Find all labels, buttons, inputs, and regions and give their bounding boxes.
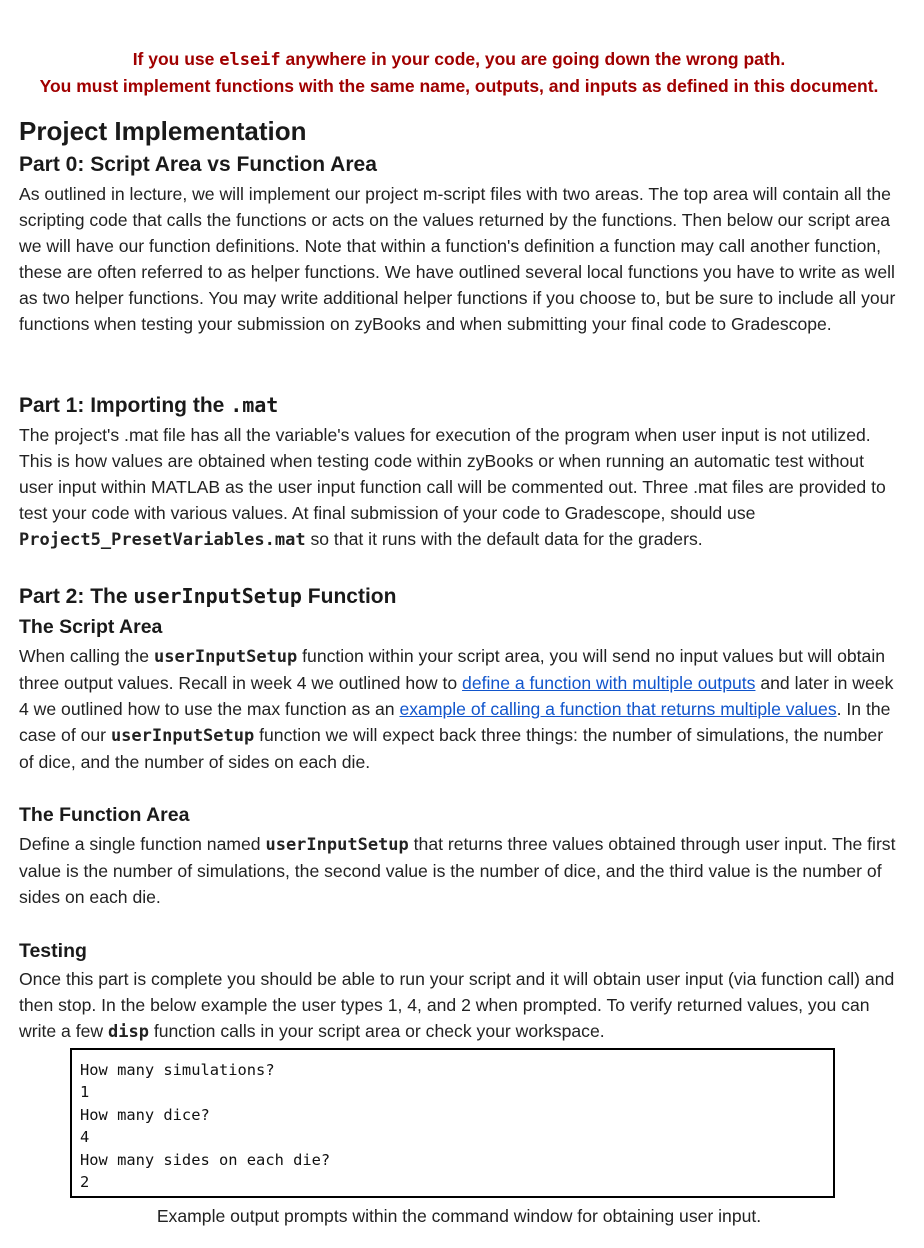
testing-body [19,967,899,1046]
body-text: When calling the [19,646,154,666]
code-line: How many simulations? [80,1061,275,1079]
part1-body [19,423,899,554]
part1-heading [19,393,278,418]
body-text: function calls in your script area or check your workspace. [148,1020,605,1041]
heading-code: .mat [230,393,279,417]
body-text: function we will expect back three things: the number of simulations, the number of dice, and the number of sides on each die. [19,724,884,772]
command-window-example [70,1048,835,1198]
warning-text: If you use [132,49,220,69]
script-area-body [19,644,899,776]
code-line: 4 [80,1128,90,1147]
code-line: How many dice? [80,1105,210,1124]
mat-filename: Project5_PresetVariables.mat [19,529,306,550]
code-line: 1 [80,1083,90,1102]
heading-code: userInputSetup [133,584,302,608]
warning-code: elseif [219,50,281,70]
body-text: so that it runs with the default data for the graders. [305,528,703,549]
body-text: function within your script area, you will send no input values but will obtain three output values. Recall in week 4 we outlined how to [19,646,886,693]
testing-heading: Testing [19,940,87,962]
heading-text: Function [301,585,397,608]
code-line: How many sides on each die? [80,1150,331,1169]
heading-text: Part 2: The [19,585,134,608]
body-text: The project's .mat file has all the variable's values for execution of the program when user input is not utilized. This is how values are obtained when testing code within zyBooks or when running an automatic test without user input within MATLAB as the user input function call will be commented out. Three .mat files are provided to test your code with various values. At final submission of your code to Gradescope, should use [19,425,886,523]
function-area-heading: The Function Area [19,804,190,826]
function-area-body [19,832,899,911]
script-area-heading: The Script Area [19,616,163,638]
function-name: userInputSetup [110,725,255,746]
page-title: Project Implementation [19,116,307,146]
function-name: userInputSetup [153,647,298,667]
link-multiple-values[interactable]: example of calling a function that returns multiple values [399,698,837,719]
example-caption: Example output prompts within the command window for obtaining user input. [156,1206,762,1226]
body-text: that returns three values obtained through user input. The first value is the number of simulations, the second value is the number of dice, and the third value is the number of sides on each die. [19,834,896,907]
warning-text: anywhere in your code, you are going down the wrong path. [280,49,786,69]
body-text: . In the case of our [19,698,891,745]
link-multiple-outputs[interactable]: define a function with multiple outputs [462,672,756,693]
code-line: 2 [80,1173,90,1192]
body-text: and later in week 4 we outlined how to use the max function as an [19,672,894,719]
body-text: Define a single function named [19,834,266,854]
part2-heading [19,584,396,609]
warning-elseif [19,49,899,70]
body-text: Once this part is complete you should be able to run your script and it will obtain user input (via function call) and then stop. In the below example the user types 1, 4, and 2 when prompted. To verify returned values, you can write a few [19,969,895,1041]
heading-text: Part 1: Importing the [19,394,231,417]
function-name: userInputSetup [265,835,409,855]
part0-body: As outlined in lecture, we will implement our project m-script files with two areas. The top area will contain all the scripting code that calls the functions or acts on the values returned by the functions. Then below our script area we will have our function definitions. Note that within a function's definition a function may call another function, these are often referred to as helper functions. We have outlined several local functions you have to write as well as two helper functions. You may write additional helper functions if you choose to, but be sure to include all your functions when testing your submission on zyBooks and when submitting your final code to Gradescope. [19,184,896,334]
part0-heading: Part 0: Script Area vs Function Area [19,153,377,176]
function-name: disp [107,1021,149,1042]
warning-functions: You must implement functions with the same name, outputs, and inputs as defined in this document. [39,76,879,96]
